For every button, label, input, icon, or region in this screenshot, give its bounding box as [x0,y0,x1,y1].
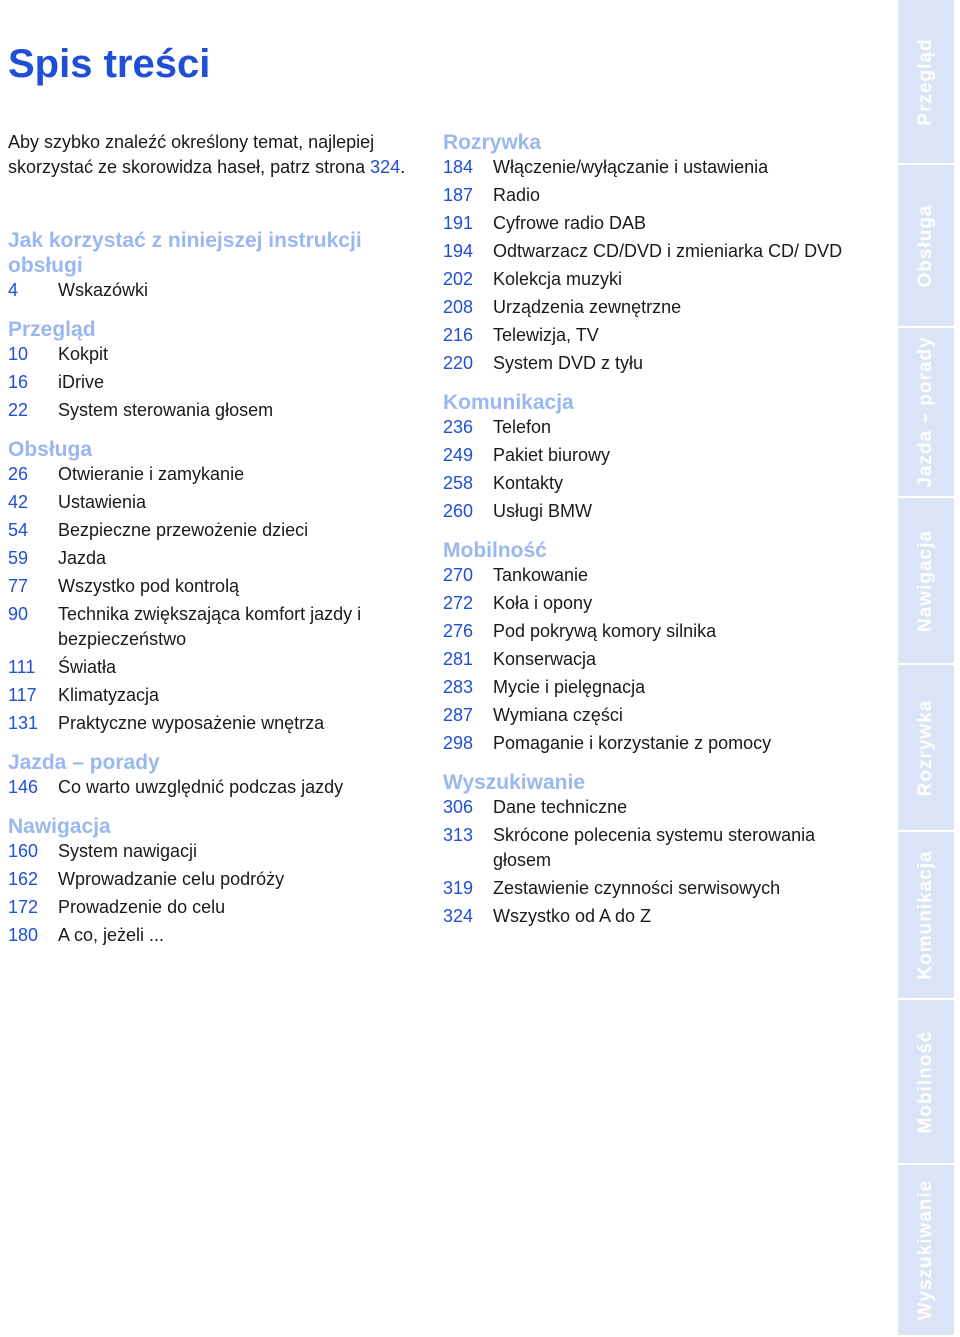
entry-title: Praktyczne wyposażenie wnętrza [58,713,325,733]
page-number[interactable]: 324 [443,906,474,926]
side-tab-label: Mobilność [915,1030,936,1133]
entry-title: Mycie i pielęgnacja [493,677,646,697]
section-heading[interactable]: Przegląd [8,318,96,341]
entry-title: A co, jeżeli ... [58,925,165,945]
side-tab[interactable] [898,832,954,1000]
section-heading[interactable]: Wyszukiwanie [443,771,585,794]
side-tab-label: Rozrywka [915,699,936,796]
side-tab[interactable] [898,498,954,665]
toc-entry[interactable] [8,518,428,543]
toc-section [443,538,863,756]
page-number[interactable]: 184 [443,157,474,177]
entry-title: Technika zwiększająca komfort jazdy i bezpieczeństwo [58,604,362,649]
toc-left-column [8,228,428,962]
entry-title: Radio [493,185,541,205]
toc-entry[interactable] [8,462,428,487]
toc-entry[interactable] [443,675,863,700]
entry-title: Telewizja, TV [493,325,599,345]
intro-suffix: . [400,157,406,177]
entry-title: iDrive [58,372,105,392]
entry-title: Światła [58,657,117,677]
page-number[interactable]: 249 [443,445,474,465]
toc-entry[interactable] [443,591,863,616]
entry-title: Pakiet biurowy [493,445,611,465]
page-number[interactable]: 208 [443,297,474,317]
toc-section [8,814,428,948]
entry-title: Kokpit [58,344,109,364]
entry-title: Skrócone polecenia systemu sterowania głosem [493,825,816,870]
page-number[interactable]: 16 [8,372,29,392]
toc-entry[interactable] [8,546,428,571]
section-tab-sidebar [898,0,954,1337]
toc-entry[interactable] [443,351,863,376]
toc-entry[interactable] [8,490,428,515]
toc-entry[interactable] [443,471,863,496]
toc-entry[interactable] [443,619,863,644]
page-number[interactable]: 258 [443,473,474,493]
section-heading[interactable]: Nawigacja [8,815,111,838]
toc-entry[interactable] [443,183,863,208]
side-tab[interactable] [898,665,954,832]
toc-entry[interactable] [8,342,428,367]
toc-section [443,130,863,376]
entry-title: Kontakty [493,473,564,493]
entry-title: Co warto uwzględnić podczas jazdy [58,777,344,797]
page-number[interactable]: 187 [443,185,474,205]
page-number[interactable]: 276 [443,621,474,641]
entry-title: Włączenie/wyłączanie i ustawienia [493,157,769,177]
toc-entry[interactable] [443,155,863,180]
section-heading[interactable]: Komunikacja [443,391,574,414]
side-tab[interactable] [898,1000,954,1165]
entry-title: Urządzenia zewnętrzne [493,297,682,317]
page-number[interactable]: 4 [8,280,19,300]
entry-title: Wszystko od A do Z [493,906,652,926]
entry-title: Ustawienia [58,492,147,512]
page-number[interactable]: 54 [8,520,29,540]
page-number[interactable]: 146 [8,777,39,797]
toc-entry[interactable] [443,443,863,468]
toc-right-column [443,130,863,943]
entry-title: Klimatyzacja [58,685,160,705]
entry-title: Wszystko pod kontrolą [58,576,240,596]
page-number[interactable]: 160 [8,841,39,861]
page-number[interactable]: 202 [443,269,474,289]
page-number[interactable]: 26 [8,464,29,484]
side-tab[interactable] [898,328,954,498]
toc-section [443,390,863,524]
page-number[interactable]: 10 [8,344,29,364]
toc-entry[interactable] [443,295,863,320]
toc-entry[interactable] [443,323,863,348]
toc-entry[interactable] [443,239,863,264]
page-number[interactable]: 281 [443,649,474,669]
entry-title: Kolekcja muzyki [493,269,623,289]
intro-page-link[interactable]: 324 [370,157,401,177]
entry-title: Wprowadzanie celu podróży [58,869,285,889]
section-heading[interactable]: Jazda – porady [8,751,160,774]
toc-entry[interactable] [443,647,863,672]
toc-entry[interactable] [443,876,863,901]
page-number[interactable]: 270 [443,565,474,585]
page-number[interactable]: 172 [8,897,39,917]
side-tab-label: Jazda – porady [915,336,936,488]
section-heading[interactable]: Jak korzystać z niniejszej instrukcji obsługi [8,229,362,277]
page-number[interactable]: 131 [8,713,39,733]
intro-body: Aby szybko znaleźć określony temat, najlepiej skorzystać ze skorowidza haseł, patrz strona [8,132,375,177]
toc-entry[interactable] [8,574,428,599]
toc-entry[interactable] [443,731,863,756]
page-number[interactable]: 313 [443,825,474,845]
toc-entry[interactable] [8,278,428,303]
toc-section [8,750,428,800]
toc-entry[interactable] [8,923,428,948]
intro-text [8,130,418,180]
page-number[interactable]: 287 [443,705,474,725]
section-heading[interactable]: Rozrywka [443,131,542,154]
entry-title: Otwieranie i zamykanie [58,464,245,484]
page-number[interactable]: 319 [443,878,474,898]
toc-entry[interactable] [443,563,863,588]
toc-entry[interactable] [8,398,428,423]
entry-title: Cyfrowe radio DAB [493,213,647,233]
section-heading[interactable]: Obsługa [8,438,93,461]
entry-title: Tankowanie [493,565,589,585]
toc-entry[interactable] [443,703,863,728]
entry-title: Wskazówki [58,280,149,300]
entry-title: Pod pokrywą komory silnika [493,621,717,641]
toc-section [8,228,428,303]
entry-title: Dane techniczne [493,797,628,817]
entry-title: Telefon [493,417,552,437]
page-number[interactable]: 236 [443,417,474,437]
toc-section [443,770,863,929]
side-tab-label: Wyszukiwanie [915,1179,936,1321]
toc-section [8,437,428,736]
toc-entry[interactable] [443,904,863,929]
entry-title: System nawigacji [58,841,198,861]
page-number[interactable]: 194 [443,241,474,261]
toc-entry[interactable] [8,775,428,800]
entry-title: Koła i opony [493,593,593,613]
toc-entry[interactable] [8,867,428,892]
toc-entry[interactable] [443,415,863,440]
page-number[interactable]: 111 [8,657,36,677]
entry-title: Odtwarzacz CD/DVD i zmieniarka CD/ DVD [493,241,843,261]
page-number[interactable]: 220 [443,353,474,373]
page-number[interactable]: 162 [8,869,39,889]
toc-entry[interactable] [8,370,428,395]
entry-title: System DVD z tyłu [493,353,644,373]
page-number[interactable]: 117 [8,685,37,705]
page-number[interactable]: 298 [443,733,474,753]
toc-entry[interactable] [443,823,863,873]
toc-entry[interactable] [8,683,428,708]
toc-entry[interactable] [8,655,428,680]
entry-title: Zestawienie czynności serwisowych [493,878,781,898]
entry-title: Prowadzenie do celu [58,897,226,917]
toc-entry[interactable] [443,499,863,524]
page-number[interactable]: 216 [443,325,474,345]
page-number[interactable]: 191 [443,213,474,233]
page-number[interactable]: 42 [8,492,29,512]
toc-entry[interactable] [8,602,428,652]
page-number[interactable]: 90 [8,604,29,624]
toc-entry[interactable] [443,211,863,236]
entry-title: Usługi BMW [493,501,593,521]
page-number[interactable]: 260 [443,501,474,521]
page-number[interactable]: 180 [8,925,39,945]
side-tab-label: Obsługa [915,203,936,288]
page-title: Spis treści [8,42,211,86]
side-tab[interactable] [898,1165,954,1337]
toc-entry[interactable] [8,839,428,864]
entry-title: Jazda [58,548,107,568]
toc-entry[interactable] [8,711,428,736]
entry-title: Konserwacja [493,649,597,669]
entry-title: Bezpieczne przewożenie dzieci [58,520,309,540]
page-number[interactable]: 77 [8,576,29,596]
section-heading[interactable]: Mobilność [443,539,547,562]
side-tab[interactable] [898,0,954,165]
toc-entry[interactable] [443,267,863,292]
toc-section [8,317,428,423]
toc-entry[interactable] [443,795,863,820]
side-tab-label: Komunikacja [915,850,936,980]
page-number[interactable]: 283 [443,677,474,697]
entry-title: System sterowania głosem [58,400,274,420]
entry-title: Wymiana części [493,705,623,725]
toc-entry[interactable] [8,895,428,920]
page-number[interactable]: 22 [8,400,29,420]
side-tab-label: Nawigacja [915,529,936,632]
side-tab-label: Przegląd [915,37,936,126]
entry-title: Pomaganie i korzystanie z pomocy [493,733,772,753]
page-number[interactable]: 306 [443,797,474,817]
side-tab[interactable] [898,165,954,328]
page-number[interactable]: 272 [443,593,474,613]
page-number[interactable]: 59 [8,548,29,568]
